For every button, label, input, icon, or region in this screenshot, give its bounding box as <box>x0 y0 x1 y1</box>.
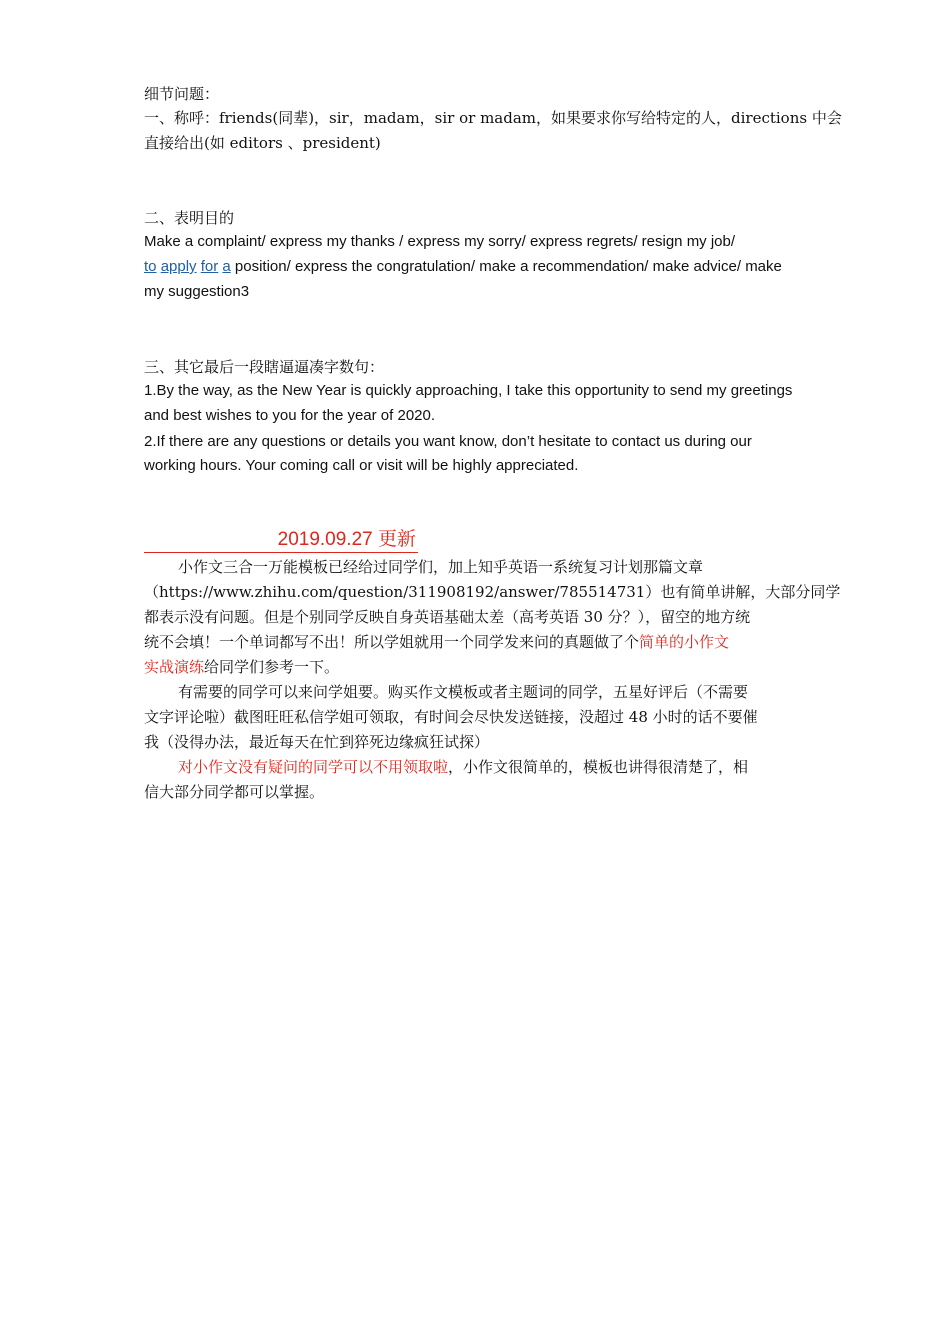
closing-sentence-2-line-2: working hours. Your coming call or visit will be highly appreciated. <box>144 457 579 474</box>
purpose-heading: 二、表明目的 <box>144 209 235 227</box>
update-p1-line-5 <box>144 657 808 677</box>
link-apply[interactable]: apply <box>160 258 197 275</box>
update-p1-line-2: （https://www.zhihu.com/question/311908192/answer/785514731）也有简单讲解，大部分同学 <box>144 583 841 601</box>
update-p2-line-3: 我（没得办法，最近每天在忙到猝死边缘疯狂试探） <box>144 733 490 751</box>
update-p1-line-3: 都表示没有问题。但是个别同学反映自身英语基础太差（高考英语 30 分？），留空的地方统 <box>144 608 751 626</box>
update-p3-line-1-text: ，小作文很简单的，模板也讲得很清楚了，相 <box>448 758 749 776</box>
link-for[interactable]: for <box>200 258 219 275</box>
closing-heading: 三、其它最后一段瞎逼逼凑字数句： <box>144 358 385 376</box>
update-p3-line-1 <box>144 757 842 777</box>
details-line-2: 直接给出(如 editors 、president) <box>144 134 381 152</box>
update-p3-line-2: 信大部分同学都可以掌握。 <box>144 783 325 801</box>
purpose-line-2 <box>144 257 808 277</box>
purpose-line-2-text: position/ express the congratulation/ make a recommendation/ make advice/ make <box>230 258 782 275</box>
link-to[interactable]: to <box>144 258 157 275</box>
update-p1-line-4-text: 统不会填！一个单词都写不出！所以学姐就用一个同学发来问的真题做了个 <box>144 633 640 651</box>
closing-sentence-1-line-1: 1.By the way, as the New Year is quickly approaching, I take this opportunity to send my greetings <box>144 382 793 399</box>
closing-sentence-1-line-2: and best wishes to you for the year of 2020. <box>144 407 436 424</box>
update-p2-line-1: 有需要的同学可以来问学姐要。购买作文模板或者主题词的同学，五星好评后（不需要 <box>178 683 749 701</box>
details-heading: 细节问题： <box>144 85 220 103</box>
update-p3-highlight: 对小作文没有疑问的同学可以不用领取啦 <box>178 758 449 776</box>
update-p1-highlight-a: 简单的小作文 <box>639 633 730 651</box>
update-p2-line-2: 文字评论啦）截图旺旺私信学姐可领取，有时间会尽快发送链接，没超过 48 小时的话不要催 <box>144 708 758 726</box>
update-p1-line-1: 小作文三合一万能模板已经给过同学们，加上知乎英语一系统复习计划那篇文章 <box>178 558 704 576</box>
update-p1-line-4 <box>144 632 808 652</box>
purpose-line-1: Make a complaint/ express my thanks / express my sorry/ express regrets/ resign my job/ <box>144 233 736 250</box>
update-title: 2019.09.27 更新 <box>277 529 416 550</box>
purpose-line-3: my suggestion3 <box>144 283 250 300</box>
link-a[interactable]: a <box>222 258 231 275</box>
closing-sentence-2-line-1: 2.If there are any questions or details you want know, don’t hesitate to contact us during our <box>144 433 752 450</box>
update-heading-underline <box>144 528 418 553</box>
details-line-1: 一、称呼：friends(同辈)，sir，madam，sir or madam，如果要求你写给特定的人，directions 中会 <box>144 109 842 127</box>
update-p1-line-5-text: 给同学们参考一下。 <box>204 658 340 676</box>
update-p1-highlight-b: 实战演练 <box>144 658 205 676</box>
